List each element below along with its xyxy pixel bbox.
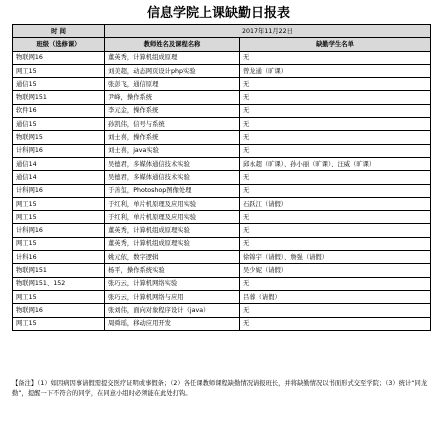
- class-cell: 网工15: [13, 197, 105, 210]
- table-row: [13, 251, 431, 264]
- teacher-course-cell: 刘士喜，操作系统: [105, 131, 240, 144]
- class-cell: 通信15: [13, 78, 105, 91]
- absent-students-cell: 徐锦宇（请假）、詹强（请假）: [240, 251, 431, 264]
- class-cell: 物联网15: [13, 131, 105, 144]
- teacher-course-cell: 杨平，操作系统实验: [105, 264, 240, 277]
- absent-students-cell: 无: [240, 237, 431, 250]
- table-row: [13, 104, 431, 117]
- teacher-course-cell: 于善玺，Photoshop图像处理: [105, 184, 240, 197]
- teacher-course-cell: 尹峰，操作系统: [105, 91, 240, 104]
- absent-students-cell: 无: [240, 211, 431, 224]
- absent-students-cell: 无: [240, 131, 431, 144]
- absent-students-cell: 无: [240, 171, 431, 184]
- absence-table-body: [13, 25, 431, 331]
- absent-students-cell: 石跃江（请假）: [240, 197, 431, 210]
- date-header-row: [13, 25, 431, 38]
- absent-students-cell: 吴少妮（请假）: [240, 264, 431, 277]
- time-label: 时 间: [13, 25, 105, 38]
- teacher-course-cell: 周舜瑶，移动应用开发: [105, 317, 240, 330]
- teacher-course-cell: 张彭飞，通信原理: [105, 78, 240, 91]
- absent-students-cell: 无: [240, 224, 431, 237]
- absent-students-cell: 吕蓉（请假）: [240, 290, 431, 303]
- teacher-course-cell: 刘士喜，java实验: [105, 144, 240, 157]
- column-header-row: [13, 38, 431, 51]
- teacher-course-cell: 董英秀，计算机组成原理实验: [105, 224, 240, 237]
- absent-students-cell: 无: [240, 277, 431, 290]
- table-row: [13, 78, 431, 91]
- table-row: [13, 64, 431, 77]
- absent-students-cell: 无: [240, 317, 431, 330]
- class-cell: 计科网16: [13, 144, 105, 157]
- class-cell: 物联网16: [13, 304, 105, 317]
- teacher-course-cell: 于红利，单片机原理及应用实验: [105, 211, 240, 224]
- date-value: 2017年11月22日: [105, 25, 431, 38]
- column-header-teacher-course: 教师姓名及课程名称: [105, 38, 240, 51]
- class-cell: 物联网151、152: [13, 277, 105, 290]
- teacher-course-cell: 吴德君，多媒体通信技术实验: [105, 157, 240, 170]
- class-cell: 软件16: [13, 104, 105, 117]
- class-cell: 物联网151: [13, 91, 105, 104]
- column-header-absent: 缺勤学生名单: [240, 38, 431, 51]
- teacher-course-cell: 董英秀，计算机组成原理实验: [105, 237, 240, 250]
- class-cell: 物联网151: [13, 264, 105, 277]
- table-row: [13, 157, 431, 170]
- absence-table: [12, 24, 431, 331]
- absent-students-cell: 无: [240, 144, 431, 157]
- class-cell: 计科网16: [13, 224, 105, 237]
- table-row: [13, 277, 431, 290]
- class-cell: 通信14: [13, 157, 105, 170]
- class-cell: 通信15: [13, 118, 105, 131]
- class-cell: 网工15: [13, 64, 105, 77]
- absent-students-cell: 邱永超（旷课）、孙小丽（旷课）、汪威（旷课）: [240, 157, 431, 170]
- absent-students-cell: 无: [240, 78, 431, 91]
- column-header-class: 班级（选修课）: [13, 38, 105, 51]
- table-row: [13, 317, 431, 330]
- absent-students-cell: 无: [240, 118, 431, 131]
- page-title: 信息学院上课缺勤日报表: [146, 6, 290, 21]
- class-cell: 网工15: [13, 237, 105, 250]
- teacher-course-cell: 张刘伟，面向对象程序设计（java）: [105, 304, 240, 317]
- teacher-course-cell: 刘美超，动态网页设计php实验: [105, 64, 240, 77]
- teacher-course-cell: 张巧云，计算机网络与应用: [105, 290, 240, 303]
- table-row: [13, 290, 431, 303]
- class-cell: 网工15: [13, 317, 105, 330]
- class-cell: 通信14: [13, 171, 105, 184]
- teacher-course-cell: 李元金，操作系统: [105, 104, 240, 117]
- table-row: [13, 131, 431, 144]
- absent-students-cell: 无: [240, 184, 431, 197]
- class-cell: 计科16: [13, 251, 105, 264]
- table-row: [13, 91, 431, 104]
- table-row: [13, 237, 431, 250]
- class-cell: 计科网16: [13, 184, 105, 197]
- absent-students-cell: 曾龙通（旷课）: [240, 64, 431, 77]
- class-cell: 网工15: [13, 211, 105, 224]
- absent-students-cell: 无: [240, 51, 431, 64]
- table-row: [13, 118, 431, 131]
- absent-students-cell: 无: [240, 91, 431, 104]
- class-cell: 网工15: [13, 290, 105, 303]
- table-row: [13, 264, 431, 277]
- teacher-course-cell: 张巧云，计算机网络实验: [105, 277, 240, 290]
- teacher-course-cell: 姚元依，数字逻辑: [105, 251, 240, 264]
- teacher-course-cell: 吴德君，多媒体通信技术实验: [105, 171, 240, 184]
- teacher-course-cell: 于红利，单片机原理及应用实验: [105, 197, 240, 210]
- table-row: [13, 144, 431, 157]
- table-row: [13, 197, 431, 210]
- absent-students-cell: 无: [240, 104, 431, 117]
- table-row: [13, 304, 431, 317]
- teacher-course-cell: 董英秀，计算机组成原理: [105, 51, 240, 64]
- teacher-course-cell: 孙凯伟，信号与系统: [105, 118, 240, 131]
- table-row: [13, 184, 431, 197]
- table-row: [13, 211, 431, 224]
- table-row: [13, 171, 431, 184]
- table-row: [13, 51, 431, 64]
- class-cell: 物联网16: [13, 51, 105, 64]
- remarks-note: 【备注】（1）如因病因事请假需提交医疗证明或事假条；（2）各任课教师课程缺勤情况请报班长，并将缺勤情况以书面形式交至学院；（3）统计“同龙勤”，提醒一下不符合的同学，在同意小组时必须能在此处打钩。: [12, 380, 428, 397]
- table-row: [13, 224, 431, 237]
- absent-students-cell: 无: [240, 304, 431, 317]
